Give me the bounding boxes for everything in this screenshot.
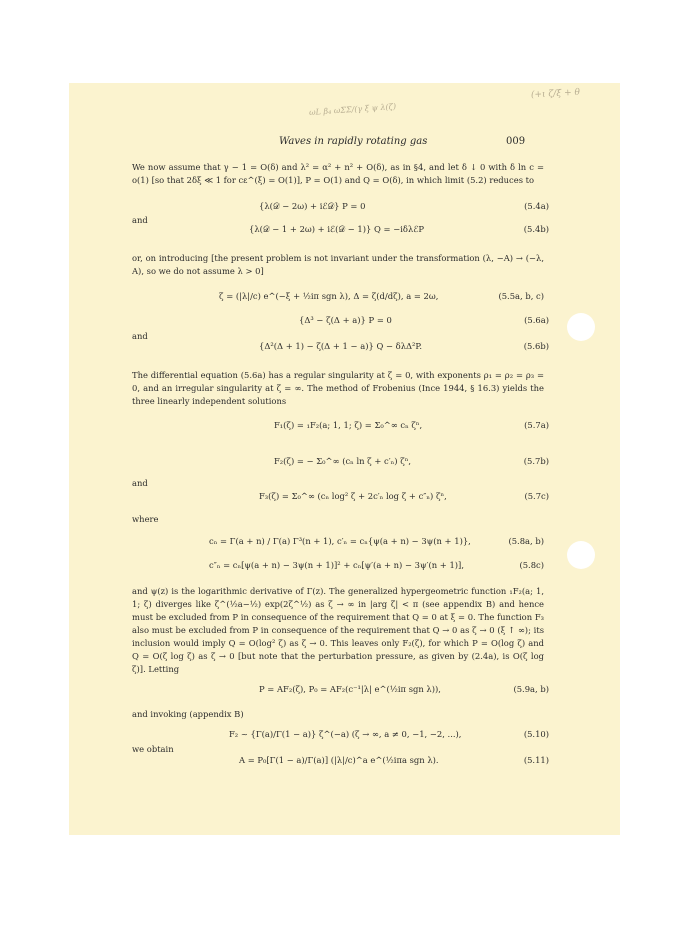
equation-5-7b [229, 456, 549, 466]
equation-5-6a [229, 315, 549, 325]
equation-number: (5.7c) [524, 491, 549, 501]
pencil-annotation-top-mid: ωL β₄ ωΣΣ/(γ ξ ψ λ(ζ) [308, 101, 397, 118]
equation-body: F₂ ~ {Γ(a)/Γ(1 − a)} ζ^(−a) (ζ → ∞, a ≠ 0, −1, −2, ...), [229, 729, 462, 739]
equation-body: {λ(𝒟 − 1 + 2ω) + iℰ(𝒟 − 1)} Q = −iδλℰP [249, 224, 424, 234]
equation-body: F₁(ζ) = ₁F₂(a; 1, 1; ζ) = Σ₀^∞ cₙ ζⁿ, [274, 420, 423, 430]
label-we-obtain: we obtain [132, 744, 174, 754]
punch-hole-lower [567, 541, 595, 569]
running-title: Waves in rapidly rotating gas [279, 136, 428, 147]
label-and: and [132, 215, 148, 225]
equation-number: (5.4a) [524, 201, 549, 211]
equation-5-4b [229, 224, 549, 235]
equation-number: (5.7a) [524, 420, 549, 430]
equation-number: (5.5a, b, c) [498, 291, 544, 301]
equation-body: c″ₙ = cₙ[ψ(a + n) − 3ψ(n + 1)]² + cₙ[ψ′(a + n) − 3ψ′(n + 1)], [209, 560, 464, 570]
equation-5-10 [229, 729, 549, 739]
label-and: and [132, 478, 148, 488]
paragraph-transformation: or, on introducing [the present problem is not invariant under the transformation (λ, −A) → (−λ, A), so we do not assume λ > 0] [132, 253, 544, 276]
equation-body: {Δ³ − ζ(Δ + a)} P = 0 [299, 315, 392, 325]
paragraph-frobenius: The differential equation (5.6a) has a regular singularity at ζ = 0, with exponents ρ₁ = ρ₂ = ρ₃ = 0, and an irregular singularity at ζ = ∞. The method of Frobenius (Ince 1944, § 16.3) yields the three linearly independent solutions [132, 370, 544, 406]
equation-5-7c [229, 491, 549, 501]
equation-5-5 [219, 291, 544, 301]
equation-number: (5.11) [523, 755, 549, 765]
equation-body: F₃(ζ) = Σ₀^∞ (cₙ log² ζ + 2c′ₙ log ζ + c″ₙ) ζⁿ, [259, 491, 447, 501]
pencil-annotation-top-right: (+ι ζ/ξ + θ [530, 87, 581, 101]
equation-number: (5.8c) [519, 560, 544, 570]
equation-body: A = P₀[Γ(1 − a)/Γ(a)] (|λ|/c)^a e^(½iπa sgn λ). [239, 755, 439, 765]
label-invoking: and invoking (appendix B) [132, 709, 244, 719]
equation-5-8ab [209, 536, 544, 546]
paragraph-hypergeometric: and ψ(z) is the logarithmic derivative of Γ(z). The generalized hypergeometric function ₁F₂(a; 1, 1; ζ) diverges like ζ^(½a−½) exp(2ζ^½) as ζ → ∞ in |arg ζ| < π (see appendix B) and hence must be excluded from P in consequence of the requirement that Q = 0 at ξ = 0. The function F₃ also must be excluded from P in consequence of the requirement that Q → 0 as ζ → 0 (ξ ↑ ∞); its inclusion would imply Q = O(log² ζ) as ζ → 0. This leaves only F₂(ζ), for which P = O(log ζ) and Q = O(ζ log ζ) as ζ → 0 [but note that the perturbation pressure, as given by (2.4a), is O(ζ log ζ)]. Letting [132, 586, 544, 674]
equation-number: (5.10) [523, 729, 549, 739]
equation-5-9 [229, 684, 549, 694]
equation-number: (5.6b) [523, 341, 549, 351]
equation-body: {λ(𝒟 − 2ω) + iℰ𝒟} P = 0 [259, 201, 366, 211]
equation-number: (5.8a, b) [508, 536, 544, 546]
equation-5-7a [229, 420, 549, 430]
paper-page [69, 83, 620, 835]
equation-body: F₂(ζ) = − Σ₀^∞ (cₙ ln ζ + c′ₙ) ζⁿ, [274, 456, 412, 466]
equation-5-11 [229, 755, 549, 765]
equation-number: (5.4b) [523, 224, 549, 234]
equation-number: (5.6a) [524, 315, 549, 325]
label-where: where [132, 514, 159, 524]
label-and: and [132, 331, 148, 341]
page-number: 009 [506, 136, 526, 147]
equation-5-6b [229, 341, 549, 351]
equation-number: (5.9a, b) [513, 684, 549, 694]
equation-body: {Δ²(Δ + 1) − ζ(Δ + 1 − a)} Q − δλΔ²P. [259, 341, 423, 351]
equation-body: P = AF₂(ζ), P₀ = AF₂(c⁻¹|λ| e^(½iπ sgn λ)), [259, 684, 441, 694]
equation-5-4a [229, 201, 549, 212]
equation-body: ζ = (|λ|/c) e^(−ξ + ½iπ sgn λ), Δ = ζ(d/dζ), a = 2ω, [219, 291, 439, 301]
equation-number: (5.7b) [523, 456, 549, 466]
equation-body: cₙ = Γ(a + n) / Γ(a) Γ³(n + 1), c′ₙ = cₙ{ψ(a + n) − 3ψ(n + 1)}, [209, 536, 471, 546]
paragraph-assumptions: We now assume that γ − 1 = O(δ) and λ² = α² + n² + O(δ), as in §4, and let δ ↓ 0 with δ ln c = o(1) [so that 2δξ ≪ 1 for cε^(ξ) = O(1)], P = O(1) and Q = O(δ), in which limit (5.2) reduces to [132, 162, 544, 185]
equation-5-8c [209, 560, 544, 570]
punch-hole-upper [567, 313, 595, 341]
